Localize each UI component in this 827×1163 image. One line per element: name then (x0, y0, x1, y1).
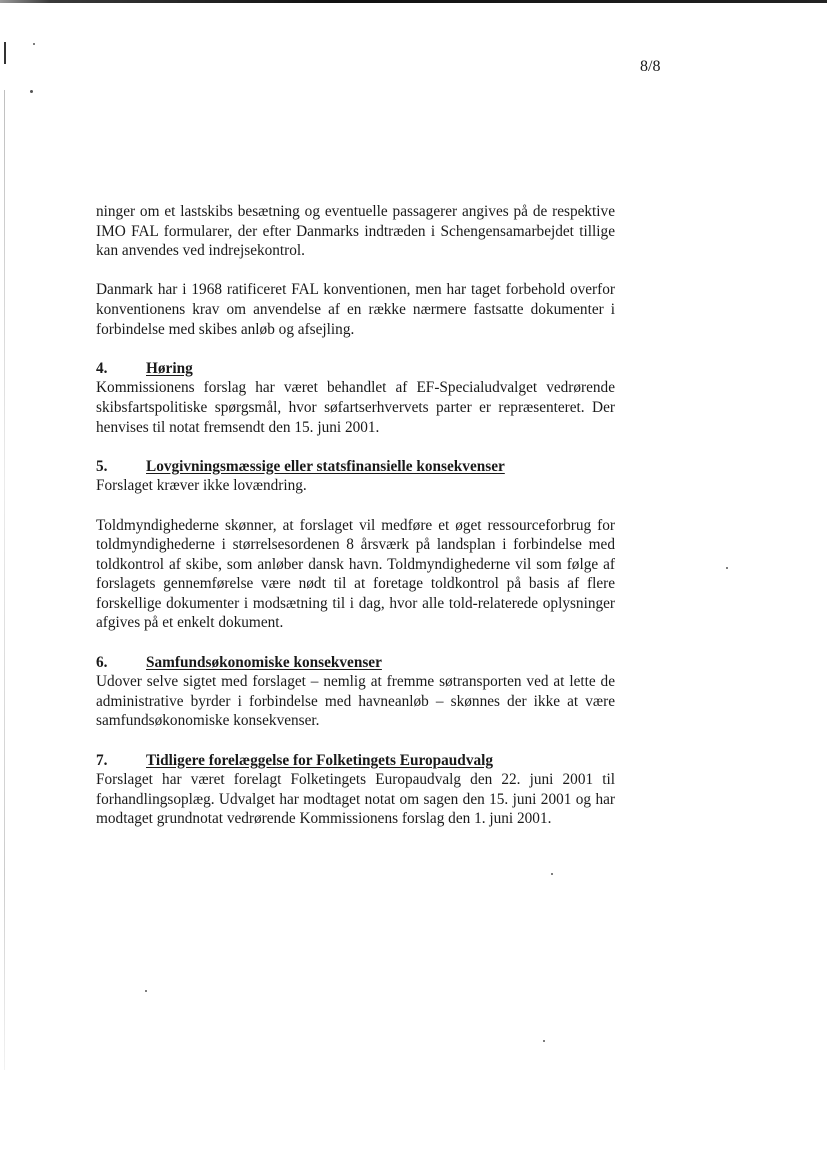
scan-top-edge (0, 0, 827, 3)
section-number: 7. (96, 751, 108, 769)
scan-speck (543, 1040, 545, 1042)
section-title: Samfundsøkonomiske konsekvenser (146, 653, 382, 671)
section-title: Tidligere forelæggelse for Folketingets Europaudvalg (146, 751, 494, 769)
section-previous-submission (96, 751, 615, 829)
section-socioeconomic-consequences (96, 653, 615, 731)
page-number: 8/8 (640, 58, 661, 75)
section-heading (96, 751, 615, 771)
intro-paragraph: Danmark har i 1968 ratificeret FAL konventionen, men har taget forbehold overfor konventionens krav om anvendelse af en række nærmere fastsatte dokumenter i forbindelse med skibes anløb og afsejling. (96, 281, 615, 338)
section-title: Høring (146, 359, 193, 377)
section-heading (96, 359, 615, 379)
section-number: 6. (96, 653, 108, 671)
scan-speck (33, 43, 35, 45)
section-heading (96, 653, 615, 673)
section-number: 4. (96, 359, 108, 377)
scan-left-mark (4, 42, 6, 64)
section-legal-financial-consequences (96, 457, 615, 633)
section-hearing (96, 359, 615, 437)
scan-speck (726, 567, 728, 569)
section-number: 5. (96, 457, 108, 475)
section-heading (96, 457, 615, 477)
scan-speck (30, 90, 33, 93)
scan-speck (145, 990, 147, 992)
section-paragraph: Forslaget har været forelagt Folketingets Europaudvalg den 22. juni 2001 til forhandlingsoplæg. Udvalget har modtaget notat om sagen den 15. juni 2001 og har modtaget grundnotat vedrørende Kommissionens forslag den 1. juni 2001. (96, 771, 615, 828)
section-paragraph: Toldmyndighederne skønner, at forslaget vil medføre et øget ressourceforbrug for toldmyndighederne i størrelsesordenen 8 årsværk på landsplan i forbindelse med toldkontrol af skibe, som anløber dansk havn. Toldmyndighederne vil som følge af forslagets gennemførelse være nødt til at foretage toldkontrol på basis af flere forskellige dokumenter i modsætning til i dag, hvor alle told-relaterede oplysninger afgives på et enkelt dokument. (96, 516, 615, 632)
scan-left-edge (4, 90, 5, 1070)
section-paragraph: Udover selve sigtet med forslaget – nemlig at fremme søtransporten ved at lette de administrative byrder i forbindelse med havneanløb – skønnes der ikke at være samfundsøkonomiske konsekvenser. (96, 673, 615, 730)
section-paragraph: Kommissionens forslag har været behandlet af EF-Specialudvalget vedrørende skibsfartspolitiske spørgsmål, hvor søfartserhvervets parter er repræsenteret. Der henvises til notat fremsendt den 15. juni 2001. (96, 379, 615, 436)
document-body (96, 202, 615, 849)
section-paragraph: Forslaget kræver ikke lovændring. (96, 477, 307, 495)
scan-speck (551, 873, 553, 875)
section-title: Lovgivningsmæssige eller statsfinansielle konsekvenser (146, 457, 505, 475)
intro-paragraph: ninger om et lastskibs besætning og eventuelle passagerer angives på de respektive IMO FAL formularer, der efter Danmarks indtræden i Schengensamarbejdet tillige kan anvendes ved indrejsekontrol. (96, 203, 615, 260)
